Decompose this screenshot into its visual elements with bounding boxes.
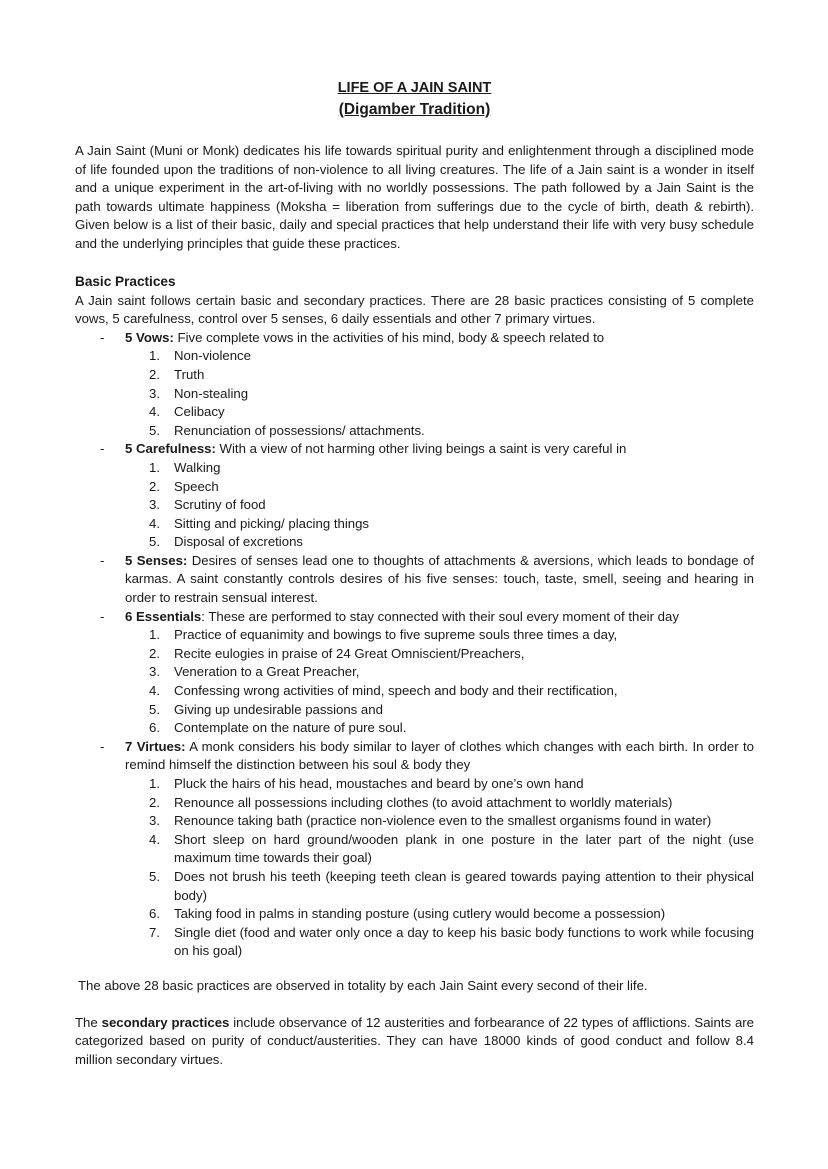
practice-group-text: : These are performed to stay connected with their soul every moment of their day — [201, 608, 679, 624]
practice-item — [149, 701, 754, 720]
practice-item-number: 5. — [149, 422, 160, 438]
practice-item-number: 5. — [149, 701, 160, 717]
practice-item-number: 2. — [149, 366, 160, 382]
practice-group — [75, 329, 754, 441]
bullet-dash: - — [100, 329, 105, 345]
practice-group — [75, 552, 754, 608]
practice-item-number: 4. — [149, 831, 160, 847]
practice-item-number: 5. — [149, 534, 160, 550]
practice-item — [149, 719, 754, 738]
practice-item — [149, 924, 754, 961]
secondary-lead: The — [75, 1014, 102, 1030]
practice-item — [149, 385, 754, 404]
bullet-dash: - — [100, 608, 105, 624]
practice-item-number: 4. — [149, 404, 160, 420]
practice-item-number: 2. — [149, 794, 160, 810]
practice-item — [149, 775, 754, 794]
practice-item-text: Scrutiny of food — [174, 497, 266, 513]
practice-item — [149, 812, 754, 831]
practice-item — [149, 496, 754, 515]
practice-group-text: With a view of not harming other living beings a saint is very careful in — [215, 441, 627, 457]
practice-item-text: Practice of equanimity and bowings to five supreme souls three times a day, — [174, 627, 618, 643]
basic-practices-heading: Basic Practices — [75, 273, 176, 289]
practice-group-label: 5 Senses: — [125, 552, 188, 568]
practice-item-number: 1. — [149, 459, 160, 475]
practice-sublist — [125, 459, 754, 552]
practice-item-number: 3. — [149, 385, 160, 401]
practice-group-text: Five complete vows in the activities of his mind, body & speech related to — [173, 329, 605, 345]
practice-item-text: Single diet (food and water only once a day to keep his basic body functions to work while focusing on his goal) — [174, 924, 754, 959]
practice-item — [149, 794, 754, 813]
practice-item-text: Speech — [174, 478, 219, 494]
practice-item-number: 5. — [149, 868, 160, 884]
practice-item — [149, 645, 754, 664]
practice-item-text: Walking — [174, 459, 221, 475]
practice-item-text: Contemplate on the nature of pure soul. — [174, 720, 407, 736]
bullet-dash: - — [100, 441, 105, 457]
practice-item — [149, 347, 754, 366]
practice-item-text: Non-stealing — [174, 385, 249, 401]
basic-practices-lead: A Jain saint follows certain basic and secondary practices. There are 28 basic practices consisting of 5 complete vows, 5 carefulness, control over 5 senses, 6 daily essentials and other 7 primary virtues. — [75, 292, 754, 327]
bullet-dash: - — [100, 552, 105, 568]
practice-item-text: Truth — [174, 366, 205, 382]
practice-group-label: 5 Vows: — [125, 329, 174, 345]
practice-item — [149, 515, 754, 534]
practice-item-text: Celibacy — [174, 404, 225, 420]
practice-item-text: Renounce all possessions including clothes (to avoid attachment to worldly materials) — [174, 794, 673, 810]
practice-item-number: 7. — [149, 924, 160, 940]
practice-group-label: 6 Essentials — [125, 608, 202, 624]
practice-item — [149, 831, 754, 868]
practice-sublist — [125, 347, 754, 440]
practice-item — [149, 626, 754, 645]
practice-item-text: Does not brush his teeth (keeping teeth clean is geared towards paying attention to their physical body) — [174, 868, 754, 903]
document-title — [75, 78, 754, 121]
practice-sublist — [125, 626, 754, 738]
secondary-rest: include observance of 12 austerities and forbearance of 22 types of afflictions. Saints are categorized based on purity of conduct/austerities. They can have 18000 kinds of good conduct and follow 8.4 million secondary virtues. — [75, 1014, 754, 1067]
practice-group — [75, 738, 754, 961]
practice-item-text: Disposal of excretions — [174, 534, 304, 550]
practice-item-number: 1. — [149, 776, 160, 791]
practice-item — [149, 905, 754, 924]
practice-group — [75, 608, 754, 738]
practice-item-text: Confessing wrong activities of mind, speech and body and their rectification, — [174, 683, 618, 699]
bullet-dash: - — [100, 738, 105, 754]
practice-item — [149, 663, 754, 682]
practice-item-number: 2. — [149, 478, 160, 494]
title-line-1: LIFE OF A JAIN SAINT — [337, 80, 492, 96]
practice-item-number: 3. — [149, 497, 160, 513]
practice-item — [149, 478, 754, 497]
practice-item-text: Short sleep on hard ground/wooden plank in one posture in the later part of the night (use maximum time towards their goal) — [174, 831, 754, 866]
practice-group-label: 5 Carefulness: — [125, 441, 216, 457]
practice-item-number: 6. — [149, 906, 160, 922]
practice-item-number: 2. — [149, 645, 160, 661]
practice-item — [149, 868, 754, 905]
title-line-2: (Digamber Tradition) — [338, 101, 491, 118]
document-page — [75, 78, 754, 1069]
practice-item-number: 6. — [149, 720, 160, 736]
practice-group-text: A monk considers his body similar to layer of clothes which changes with each birth. In order to remind himself the distinction between his soul & body they — [125, 738, 754, 773]
practice-group — [75, 440, 754, 552]
basic-practices-list — [75, 329, 754, 961]
practice-item — [149, 682, 754, 701]
secondary-practices-paragraph — [75, 1014, 754, 1070]
intro-paragraph: A Jain Saint (Muni or Monk) dedicates his life towards spiritual purity and enlightenment through a disciplined mode of life founded upon the traditions of non-violence to all living creatures. The life of a Jain saint is a wonder in itself and a unique experiment in the art-of-living with no worldly possessions. The path followed by a Jain Saint is the path towards ultimate happiness (Moksha = liberation from sufferings due to the cycle of birth, death & rebirth). Given below is a list of their basic, daily and special practices that help understand their life with very busy schedule and the underlying principles that guide these practices. — [75, 143, 754, 251]
practice-item-text: Giving up undesirable passions and — [174, 701, 383, 717]
practice-item — [149, 366, 754, 385]
practice-item-number: 1. — [149, 627, 160, 643]
practice-item-text: Recite eulogies in praise of 24 Great Omniscient/Preachers, — [174, 645, 525, 661]
practice-item-text: Veneration to a Great Preacher, — [174, 664, 360, 680]
practice-item-text: Sitting and picking/ placing things — [174, 515, 370, 531]
practice-item-number: 3. — [149, 664, 160, 680]
practice-sublist — [125, 775, 754, 961]
practice-item — [149, 459, 754, 478]
practice-item-text: Renunciation of possessions/ attachments. — [174, 422, 425, 438]
secondary-bold-term: secondary practices — [101, 1014, 230, 1030]
practice-item — [149, 422, 754, 441]
practice-item-number: 3. — [149, 813, 160, 829]
practice-item-number: 1. — [149, 348, 160, 364]
practice-group-text: Desires of senses lead one to thoughts of attachments & aversions, which leads to bondage of karmas. A saint constantly controls desires of his five senses: touch, taste, smell, seeing and hearing in order to restrain sensual interest. — [125, 552, 754, 606]
summary-note: The above 28 basic practices are observed in totality by each Jain Saint every second of their life. — [78, 977, 648, 993]
practice-item-text: Taking food in palms in standing posture (using cutlery would become a possession) — [174, 906, 666, 922]
practice-item — [149, 403, 754, 422]
practice-item-text: Renounce taking bath (practice non-violence even to the smallest organisms found in water) — [174, 813, 712, 829]
practice-group-label: 7 Virtues: — [125, 738, 186, 754]
practice-item-text: Pluck the hairs of his head, moustaches and beard by one’s own hand — [174, 776, 584, 791]
practice-item — [149, 533, 754, 552]
practice-item-number: 4. — [149, 515, 160, 531]
practice-item-number: 4. — [149, 683, 160, 699]
practice-item-text: Non-violence — [174, 348, 251, 364]
